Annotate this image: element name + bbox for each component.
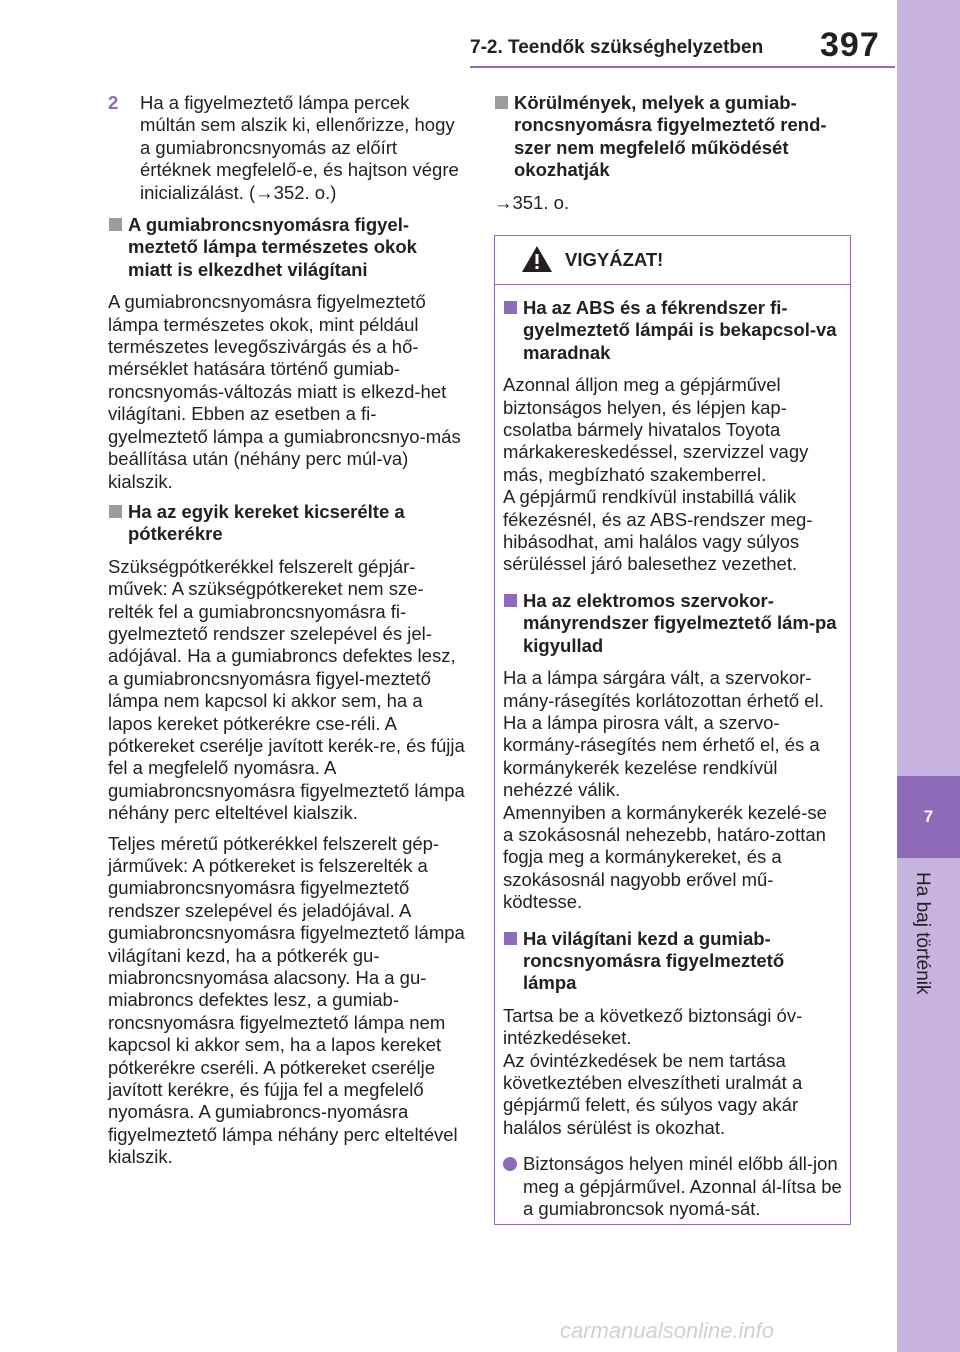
warning-bullet: Biztonságos helyen minél előbb áll-jon meg a gépjárművel. Azonnal ál-lítsa be a gumiabroncsok nyomá-sát. xyxy=(503,1153,842,1220)
section-text-spare-fullsize: Teljes méretű pótkerékkel felszerelt gép-járművek: A pótkereket is felszerelték a gumiabroncsnyomásra figyelmeztető rendszer szelepével és jeladójával. A gumiabroncsnyomásra figyelmeztető lámpa világítani kezd, ha a pótkerék gu-miabroncsnyomása alacsony. Ha a gu-miabroncs defektes lesz, a gumiab-roncsnyomásra figyelmeztető lámpa nem kapcsol ki akkor sem, ha a lapos kereket pótkerékre cseréli. A pótkereket cserélje javított kerékre, és fújja fel a megfelelő nyomásra. A gumiabroncs-nyomásra figyelmeztető lámpa néhány perc elteltével kialszik. xyxy=(108,832,465,1168)
warning-text-abs: Azonnal álljon meg a gépjárművel biztonságos helyen, és lépjen kap-csolatba bármely hivatalos Toyota márkakereskedéssel, szervizzel vagy más, megbízható szakemberrel. A gépjármű rendkívül instabillá válik fékezésnél, és az ABS-rendszer meg-hibásodhat, ami halálos vagy súlyos sérüléssel járó balesethez vezethet. xyxy=(503,374,813,575)
warning-text-tpms: Tartsa be a következő biztonsági óv-intézkedéseket. Az óvintézkedések be nem tartása következtében elveszítheti uralmát a gépjármű felett, és súlyos vagy akár halálos sérülést is okozhat. xyxy=(503,1004,803,1138)
warning-body xyxy=(495,285,850,1220)
warning-label: VIGYÁZAT! xyxy=(565,249,664,270)
warning-heading-tpms: Ha világítani kezd a gumiab-roncsnyomásra figyelmeztető lámpa xyxy=(503,928,842,995)
square-bullet-icon xyxy=(109,505,122,518)
warning-heading-steering: Ha az elektromos szervokor-mányrendszer figyelmeztető lám-pa kigyullad xyxy=(503,590,842,657)
square-bullet-icon xyxy=(504,932,517,945)
chapter-side-tab xyxy=(897,0,960,1352)
page-header-title: 7-2. Teendők szükséghelyzetben xyxy=(470,37,764,58)
warning-box xyxy=(494,235,851,1225)
footer-watermark: carmanualsonline.info xyxy=(560,1318,775,1343)
square-bullet-icon xyxy=(504,594,517,607)
section-heading-malfunction-conditions: Körülmények, melyek a gumiab-roncsnyomásra figyelmeztető rend-szer nem megfelelő működését okozhatják xyxy=(494,92,854,182)
warning-triangle-icon xyxy=(521,244,553,274)
warning-text-steering: Ha a lámpa sárgára vált, a szervokor-mány-rásegítés korlátozottan érhető el. Ha a lámpa pirosra vált, a szervo-kormány-rásegítés nem érhető el, és a kormánykerék kezelése rendkívül nehézzé válik. Amennyiben a kormánykerék kezelé-se a szokásosnál nehezebb, határo-zottan fogja meg a kormánykereket, és a szokásosnál nagyobb erővel mű-ködtesse. xyxy=(503,667,827,913)
section-heading-spare-wheel: Ha az egyik kereket kicserélte a pótkerékre xyxy=(108,501,466,546)
round-bullet-icon xyxy=(503,1157,517,1171)
warning-header xyxy=(495,236,850,285)
page-reference: →351. o. xyxy=(494,191,570,213)
chapter-title: Ha baj történik xyxy=(912,872,933,995)
step-2 xyxy=(108,92,466,204)
step-text: Ha a figyelmeztető lámpa percek múltán sem alszik ki, ellenőrizze, hogy a gumiabroncsnyomás az előírt értéknek megfelelő-e, és hajtson végre inicializálást. (→352. o.) xyxy=(140,92,459,203)
square-bullet-icon xyxy=(109,218,122,231)
chapter-number: 7 xyxy=(897,776,960,858)
step-number: 2 xyxy=(108,92,119,113)
section-text-spare-emergency: Szükségpótkerékkel felszerelt gépjár-művek: A szükségpótkereket nem sze-relték fel a gumiabroncsnyomásra fi-gyelmeztető rendszer szelepével és jel-adójával. Ha a gumiabroncs defektes lesz, a gumiabroncsnyomásra figyel-meztető lámpa nem kapcsol ki akkor sem, ha a lapos kereket pótkerékre cse-réli. A pótkereket cserélje javított kerék-re, és fújja fel a megfelelő nyomásra. A gumiabroncsnyomásra figyelmeztető lámpa néhány perc elteltével kialszik. xyxy=(108,555,465,824)
warning-heading-abs: Ha az ABS és a fékrendszer fi-gyelmeztető lámpái is bekapcsol-va maradnak xyxy=(503,297,842,364)
section-text-natural-causes: A gumiabroncsnyomásra figyelmeztető lámpa természetes okok, mint például természetes levegőszivárgás és a hő-mérséklet hatására történő gumiab-roncsnyomás-változás miatt is elkezd-het világítani. Ebben az esetben a fi-gyelmeztető lámpa a gumiabroncsnyo-más beállítása után (néhány perc múl-va) kialszik. xyxy=(108,291,461,492)
square-bullet-icon xyxy=(495,96,508,109)
right-column xyxy=(494,92,854,222)
page-number: 397 xyxy=(820,26,880,64)
left-column xyxy=(108,92,466,1177)
square-bullet-icon xyxy=(504,301,517,314)
section-heading-natural-causes: A gumiabroncsnyomásra figyel-meztető lámpa természetes okok miatt is elkezdhet világítani xyxy=(108,214,466,281)
header-divider xyxy=(470,66,895,68)
